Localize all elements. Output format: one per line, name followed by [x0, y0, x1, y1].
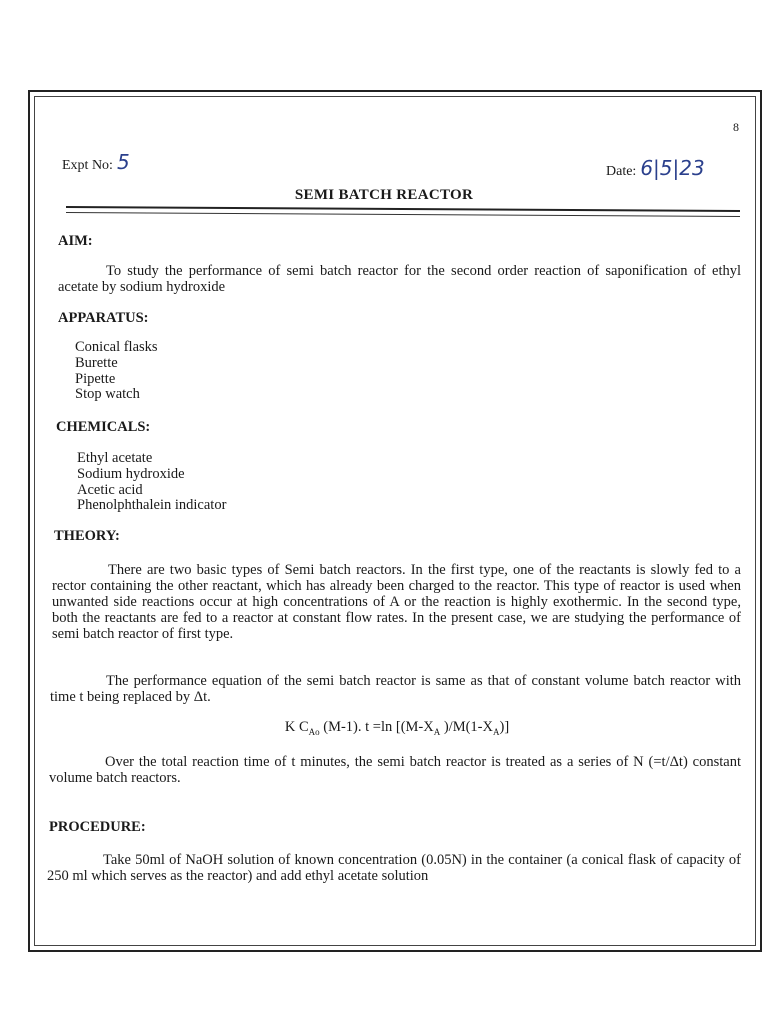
list-item: Sodium hydroxide — [77, 465, 185, 482]
apparatus-heading: APPARATUS: — [58, 310, 149, 326]
apparatus-list — [75, 340, 158, 403]
performance-equation: K $C_{Ao}$ (M-1). t =ln [($M-X_A$ )$/M(1-X_A)$] — [284, 719, 510, 737]
list-item: Phenolphthalein indicator — [77, 497, 227, 514]
expt-value-handwritten: 5 — [116, 150, 130, 174]
date-field — [606, 156, 705, 180]
list-item: Burette — [75, 354, 118, 371]
list-item: Ethyl acetate — [77, 450, 153, 466]
experiment-number — [62, 150, 130, 174]
procedure-heading: PROCEDURE: — [49, 819, 146, 835]
list-item: Pipette — [75, 370, 116, 387]
date-label: Date: — [606, 164, 637, 179]
aim-text: To study the performance of semi batch reactor for the second order reaction of saponification of ethyl acetate by sodium hydroxide — [58, 263, 741, 295]
theory-paragraph-1: There are two basic types of Semi batch reactors. In the first type, one of the reactants is slowly fed to a rector containing the other reactant, which has already been charged to the reactor. This type of reactor is used when unwanted side reactions occur at high concentrations of A or the reaction is highly exothermic. In the second type, both the reactants are fed to a reactor at constant flow rates. In the present case, we are studying the performance of semi batch reactor of first type. — [52, 562, 741, 642]
list-item: Stop watch — [75, 386, 140, 403]
chemicals-heading: CHEMICALS: — [56, 419, 151, 435]
theory-paragraph-2: The performance equation of the semi batch reactor is same as that of constant volume batch reactor with time t being replaced by Δt. — [50, 673, 741, 705]
list-item: Conical flasks — [75, 339, 158, 355]
expt-label: Expt No: — [62, 158, 113, 173]
aim-heading: AIM: — [58, 233, 93, 249]
theory-heading: THEORY: — [54, 528, 120, 544]
date-value-handwritten: 6|5|23 — [640, 156, 705, 180]
theory-paragraph-3: Over the total reaction time of t minutes, the semi batch reactor is treated as a series of N (=t/Δt) constant volume batch reactors. — [49, 754, 741, 786]
procedure-text: Take 50ml of NaOH solution of known concentration (0.05N) in the container (a conical flask of capacity of 250 ml which serves as the reactor) and add ethyl acetate solution — [47, 852, 741, 884]
chemicals-list — [77, 451, 226, 514]
page-title: SEMI BATCH REACTOR — [294, 187, 474, 203]
page-number: 8 — [733, 120, 739, 134]
list-item: Acetic acid — [77, 481, 143, 498]
